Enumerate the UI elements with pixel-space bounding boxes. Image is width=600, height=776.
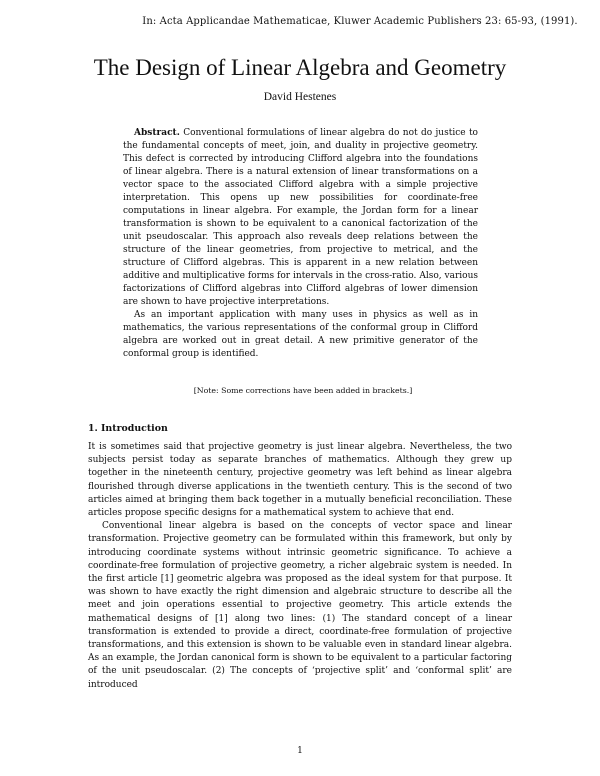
abstract: [123, 127, 478, 361]
abstract-paragraph-1: [123, 127, 478, 309]
intro-paragraph-1: It is sometimes said that projective geometry is just linear algebra. Nevertheless, the two subjects persist today as separate branches of mathematics. Although they grew up together in the nineteenth century, projective geometry was left behind as linear algebra flourished through diverse applications in the twentieth century. This is the second of two articles aimed at bringing them back together in a mutually beneficial reconciliation. These articles propose specific designs for a mathematical system to achieve that end.: [88, 442, 512, 519]
corrections-note: [Note: Some corrections have been added in brackets.]: [193, 386, 413, 395]
introduction-body: [88, 441, 512, 692]
abstract-text-1: Conventional formulations of linear algebra do not do justice to the fundamental concepts of meet, join, and duality in projective geometry. This defect is corrected by introducing Clifford algebra into the foundations of linear algebra. There is a natural extension of linear transformations on a vector space to the associated Clifford algebra with a simple projective interpretation. This opens up new possibilities for coordinate-free computations in linear algebra. For example, the Jordan form for a linear transformation is shown to be equivalent to a canonical factorization of the unit pseudoscalar. This approach also reveals deep relations between the structure of the linear geometries, from projective to metrical, and the structure of Clifford algebras. This is apparent in a new relation between additive and multiplicative forms for intervals in the cross-ratio. Also, various factorizations of Clifford algebras into Clifford algebras of lower dimension are shown to have projective interpretations.: [123, 128, 478, 307]
section-heading: 1. Introduction: [88, 423, 168, 434]
abstract-paragraph-2: As an important application with many uses in physics as well as in mathematics, the various representations of the conformal group in Clifford algebra are worked out in great detail. A new primitive generator of the conformal group is identified.: [123, 310, 478, 359]
intro-paragraph-2: Conventional linear algebra is based on the concepts of vector space and linear transformation. Projective geometry can be formulated within this framework, but only by introducing coordinate systems without intrinsic geometric significance. To achieve a coordinate-free formulation of projective geometry, a richer algebraic system is needed. In the first article [1] geometric algebra was proposed as the ideal system for that purpose. It was shown to have exactly the right dimension and algebraic structure to describe all the meet and join operations essential to projective geometry. This article extends the mathematical designs of [1] along two lines: (1) The standard concept of a linear transformation is extended to provide a direct, coordinate-free formulation of projective transformations, and this extension is shown to be valuable even in standard linear algebra. As an example, the Jordan canonical form is shown to be equivalent to a particular factoring of the unit pseudoscalar. (2) The concepts of ‘projective split’ and ‘conformal split’ are introduced: [88, 521, 512, 690]
author-name: David Hestenes: [263, 91, 337, 103]
citation-header: In: Acta Applicandae Mathematicae, Kluwer Academic Publishers 23: 65-93, (1991).: [142, 16, 578, 27]
abstract-label: Abstract.: [134, 128, 180, 138]
page-number: 1: [297, 746, 303, 756]
paper-title: The Design of Linear Algebra and Geometry: [93, 55, 507, 80]
